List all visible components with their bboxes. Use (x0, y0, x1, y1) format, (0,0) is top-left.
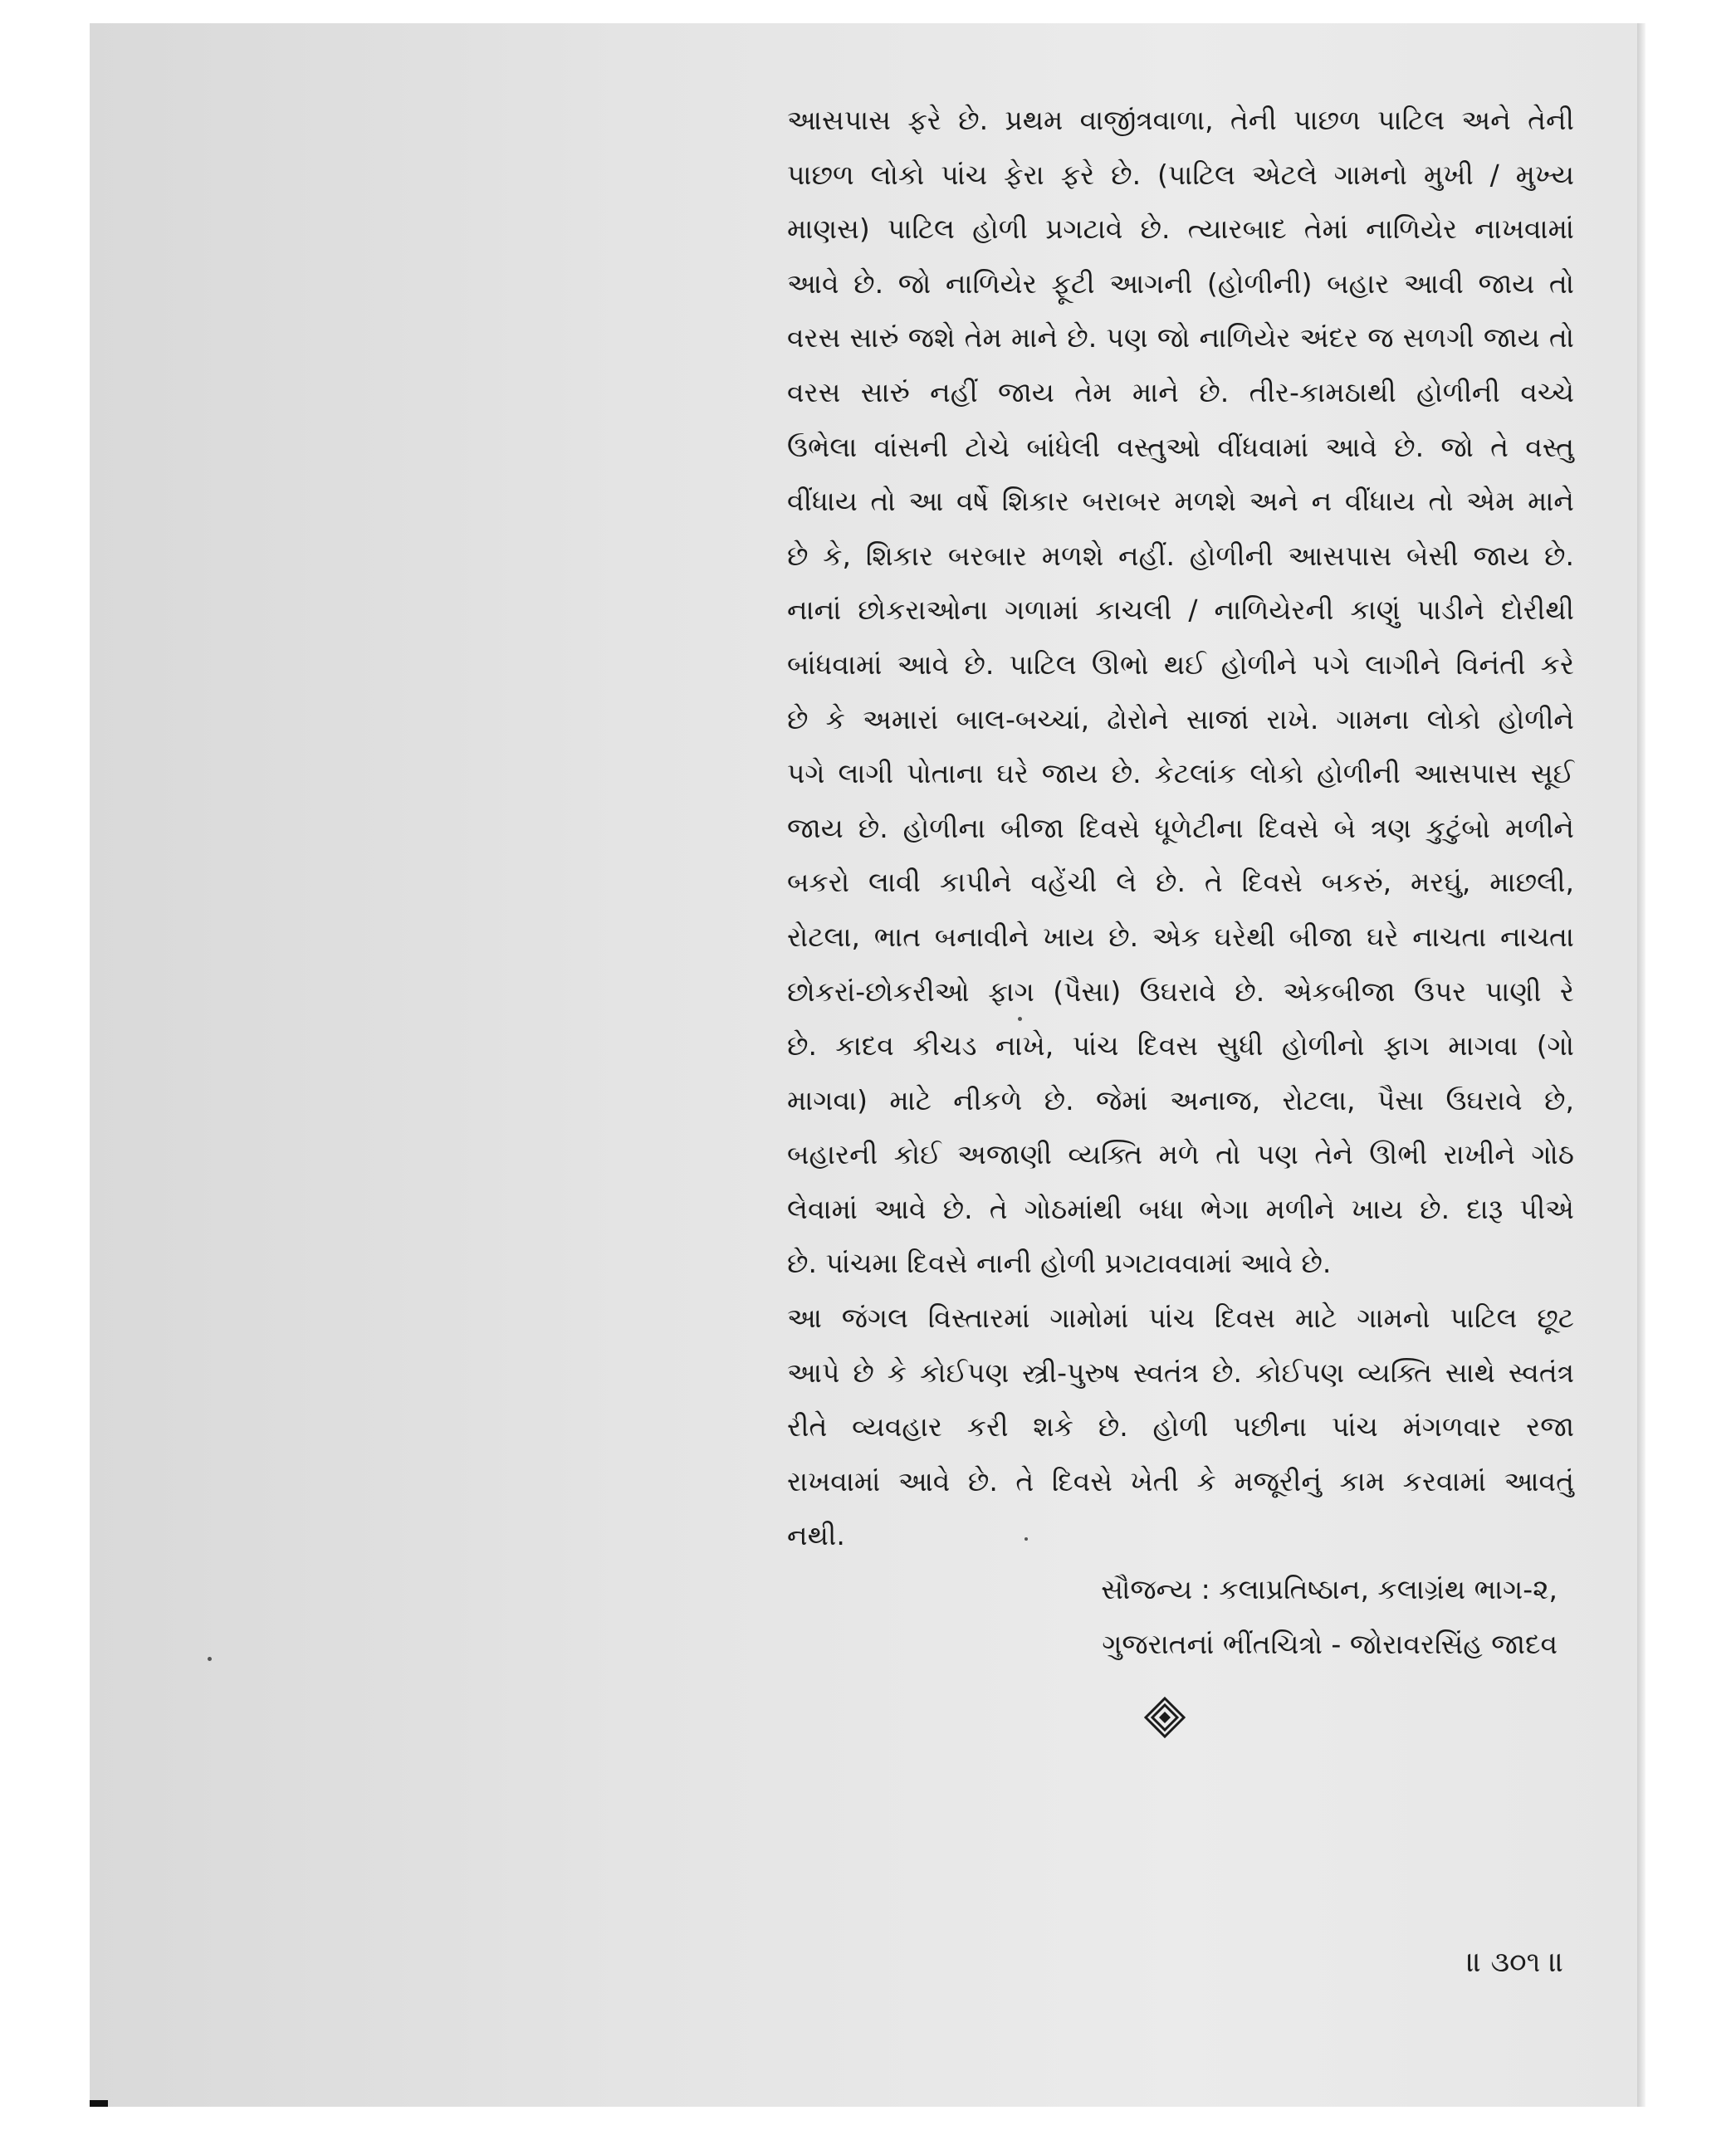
text-line: માગવા) માટે નીકળે છે. જેમાં અનાજ, રોટલા, પૈસા ઉઘરાવે છે, (787, 1083, 1574, 1116)
text-line: રીતે વ્યવહાર કરી શકે છે. હોળી પછીના પાંચ મંગળવાર રજા (787, 1410, 1574, 1444)
diamond-ornament-icon (1144, 1697, 1186, 1738)
text-line: બાંધવામાં આવે છે. પાટિલ ઊભો થઈ હોળીને પગે લાગીને વિનંતી કરે (787, 647, 1575, 681)
text-line: રાખવામાં આવે છે. તે દિવસે ખેતી કે મજૂરીનું કામ કરવામાં આવતું (787, 1464, 1574, 1497)
text-line: રોટલા, ભાત બનાવીને ખાય છે. એક ઘરેથી બીજા ઘરે નાચતા નાચતા (787, 920, 1574, 953)
paragraph-2 (787, 1291, 1574, 1563)
text-line: નથી. (787, 1519, 845, 1552)
credit-line-1: સૌજન્ય : કલાપ્રતિષ્ઠાન, કલાગ્રંથ ભાગ-૨, (1101, 1573, 1558, 1605)
text-line: ઉભેલા વાંસની ટોચે બાંધેલી વસ્તુઓ વીંધવામાં આવે છે. જો તે વસ્તુ (787, 430, 1574, 463)
text-line: છે. કાદવ કીચડ નાખે, પાંચ દિવસ સુધી હોળીનો ફાગ માગવા (ગો (787, 1029, 1574, 1063)
page-edge-shadow (1637, 23, 1646, 2107)
scan-speck (1018, 1017, 1022, 1021)
text-line: આપે છે કે કોઈપણ સ્ત્રી-પુરુષ સ્વતંત્ર છે. કોઈપણ વ્યક્તિ સાથે સ્વતંત્ર (787, 1356, 1574, 1389)
text-line: વરસ સારું નહીં જાય તેમ માને છે. તીર-કામઠાથી હોળીની વચ્ચે (787, 375, 1574, 408)
scan-speck (208, 1657, 212, 1661)
text-line: વીંધાય તો આ વર્ષે શિકાર બરાબર મળશે અને ન વીંધાય તો એમ માને (787, 485, 1574, 518)
text-line: છે. પાંચમા દિવસે નાની હોળી પ્રગટાવવામાં આવે છે. (787, 1247, 1332, 1280)
scan-edge-mark (90, 2100, 108, 2107)
text-line: માણસ) પાટિલ હોળી પ્રગટાવે છે. ત્યારબાદ તેમાં નાળિયેર નાખવામાં (787, 213, 1574, 246)
text-line: નાનાં છોકરાઓના ગળામાં કાચલી / નાળિયેરની કાણું પાડીને દોરીથી (787, 594, 1574, 627)
text-line: બહારની કોઈ અજાણી વ્યક્તિ મળે તો પણ તેને ઊભી રાખીને ગોઠ (787, 1138, 1574, 1171)
text-line: પાછળ લોકો પાંચ ફેરા ફરે છે. (પાટિલ એટલે ગામનો મુખી / મુખ્ય (787, 158, 1574, 191)
paragraph-1 (787, 93, 1574, 1291)
source-credit (913, 1562, 1558, 1672)
text-line: છે કે અમારાં બાલ-બચ્ચાં, ઢોરોને સાજાં રાખે. ગામના લોકો હોળીને (787, 702, 1574, 735)
text-line: આવે છે. જો નાળિયેર ફૂટી આગની (હોળીની) બહાર આવી જાય તો (787, 266, 1574, 300)
text-line: બકરો લાવી કાપીને વહેંચી લે છે. તે દિવસે બકરું, મરઘું, માછલી, (787, 866, 1574, 899)
text-line: આસપાસ ફરે છે. પ્રથમ વાજીંત્રવાળા, તેની પાછળ પાટિલ અને તેની (787, 104, 1574, 136)
text-line: લેવામાં આવે છે. તે ગોઠમાંથી બધા ભેગા મળીને ખાય છે. દારૂ પીએ (787, 1192, 1574, 1225)
text-line: આ જંગલ વિસ્તારમાં ગામોમાં પાંચ દિવસ માટે ગામનો પાટિલ છૂટ (787, 1302, 1574, 1335)
text-line: છોકરાં-છોકરીઓ ફાગ (પૈસા) ઉઘરાવે છે. એકબીજા ઉપર પાણી રે (787, 975, 1574, 1008)
scan-speck (1024, 1537, 1028, 1541)
credit-line-2: ગુજરાતનાં ભીંતચિત્રો - જોરાવરસિંહ જાદવ (1102, 1628, 1558, 1660)
text-line: છે કે, શિકાર બરબાર મળશે નહીં. હોળીની આસપાસ બેસી જાય છે. (787, 539, 1574, 572)
body-text-column (787, 93, 1574, 1563)
page-number: ॥ ૩૦૧ ॥ (1466, 1946, 1564, 1979)
text-line: વરસ સારું જશે તેમ માને છે. પણ જો નાળિયેર અંદર જ સળગી જાય તો (787, 321, 1574, 354)
text-line: જાય છે. હોળીના બીજા દિવસે ધૂળેટીના દિવસે બે ત્રણ કુટુંબો મળીને (787, 811, 1574, 844)
text-line: પગે લાગી પોતાના ઘરે જાય છે. કેટલાંક લોકો હોળીની આસપાસ સૂઈ (787, 757, 1574, 790)
